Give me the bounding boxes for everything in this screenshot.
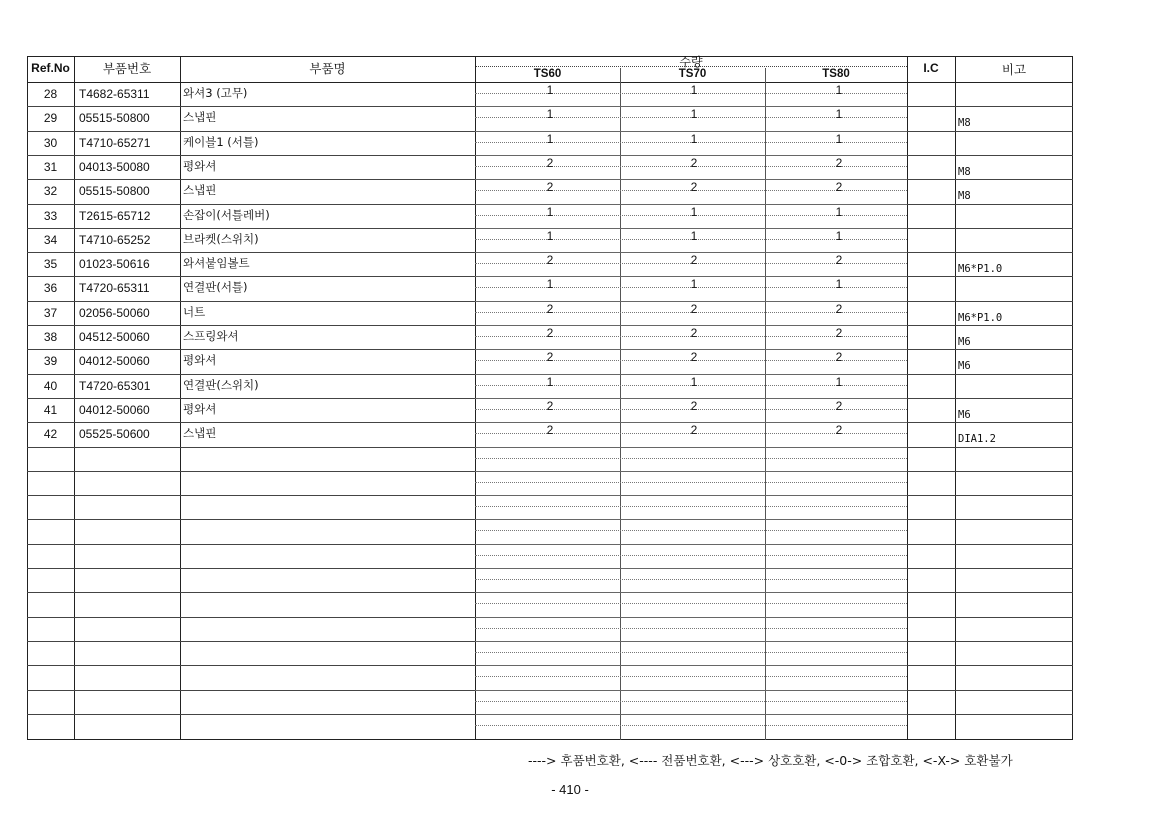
row-part-number: 05515-50800 bbox=[79, 184, 150, 199]
row-ref: 41 bbox=[43, 402, 58, 417]
row-part-name: 스냅핀 bbox=[183, 110, 217, 125]
row-divider bbox=[27, 179, 475, 180]
row-divider bbox=[907, 252, 1073, 253]
row-quantity: 1 bbox=[835, 131, 843, 146]
row-divider bbox=[27, 301, 475, 302]
row-divider bbox=[907, 690, 1073, 691]
row-quantity: 2 bbox=[690, 253, 698, 268]
row-divider bbox=[475, 506, 907, 507]
row-part-number: 05525-50600 bbox=[79, 427, 150, 442]
row-ref: 42 bbox=[43, 427, 58, 442]
row-divider bbox=[475, 617, 907, 618]
row-divider bbox=[907, 349, 1073, 350]
row-divider bbox=[27, 690, 475, 691]
row-divider bbox=[907, 179, 1073, 180]
column-divider bbox=[765, 68, 766, 740]
row-ref: 30 bbox=[43, 135, 58, 150]
row-ref: 40 bbox=[43, 378, 58, 393]
row-part-name: 너트 bbox=[183, 304, 206, 319]
row-ref: 34 bbox=[43, 232, 58, 247]
row-divider bbox=[475, 701, 907, 702]
parts-table bbox=[27, 56, 1073, 740]
row-quantity: 2 bbox=[835, 180, 843, 195]
row-quantity: 2 bbox=[690, 180, 698, 195]
row-divider bbox=[907, 495, 1073, 496]
compatibility-legend: ----> 후품번호환, <---- 전품번호환, <---> 상호호환, <-0-> 조합호환, <-X-> 호환불가 bbox=[528, 753, 1013, 768]
row-ref: 38 bbox=[43, 330, 58, 344]
row-remark: M6*P1.0 bbox=[958, 311, 1003, 324]
row-divider bbox=[27, 617, 475, 618]
row-part-number: T4710-65271 bbox=[79, 135, 151, 150]
row-quantity: 2 bbox=[546, 180, 554, 195]
row-divider bbox=[475, 676, 907, 677]
header-remarks: 비고 bbox=[1001, 62, 1027, 77]
row-quantity: 2 bbox=[546, 301, 554, 316]
row-divider bbox=[27, 106, 475, 107]
row-quantity: 2 bbox=[546, 350, 554, 365]
header-part-number: 부품번호 bbox=[102, 61, 152, 76]
row-quantity: 2 bbox=[690, 350, 698, 365]
row-ref: 32 bbox=[43, 184, 58, 199]
row-divider bbox=[475, 592, 907, 593]
row-part-number: T2615-65712 bbox=[79, 208, 151, 223]
row-quantity: 2 bbox=[690, 301, 698, 316]
row-divider bbox=[907, 131, 1073, 132]
row-divider bbox=[475, 568, 907, 569]
header-refno: Ref.No bbox=[31, 61, 70, 75]
row-divider bbox=[475, 530, 907, 531]
row-part-number: T4720-65301 bbox=[79, 378, 151, 393]
row-divider bbox=[907, 592, 1073, 593]
row-divider bbox=[907, 544, 1073, 545]
row-divider bbox=[475, 495, 907, 496]
row-quantity: 2 bbox=[835, 326, 843, 340]
row-quantity: 2 bbox=[835, 423, 843, 438]
row-divider bbox=[907, 422, 1073, 423]
row-quantity: 1 bbox=[546, 374, 554, 389]
row-part-number: 02056-50060 bbox=[79, 305, 150, 320]
row-quantity: 2 bbox=[835, 253, 843, 268]
row-quantity: 2 bbox=[546, 155, 554, 170]
row-divider bbox=[27, 252, 475, 253]
row-divider bbox=[475, 690, 907, 691]
row-part-name: 케이블1 (서틀) bbox=[183, 134, 259, 149]
column-divider bbox=[620, 68, 621, 740]
row-divider bbox=[27, 131, 475, 132]
row-divider bbox=[27, 325, 475, 326]
row-divider bbox=[475, 652, 907, 653]
row-divider bbox=[27, 544, 475, 545]
row-quantity: 1 bbox=[546, 228, 554, 243]
row-divider bbox=[475, 603, 907, 604]
row-quantity: 1 bbox=[835, 228, 843, 243]
row-divider bbox=[475, 555, 907, 556]
row-divider bbox=[27, 495, 475, 496]
row-quantity: 2 bbox=[835, 350, 843, 365]
row-quantity: 1 bbox=[835, 374, 843, 389]
row-divider bbox=[475, 628, 907, 629]
row-quantity: 1 bbox=[546, 204, 554, 219]
row-divider bbox=[475, 447, 907, 448]
row-part-number: 04012-50060 bbox=[79, 354, 150, 369]
row-part-name: 와셔3 (고무) bbox=[183, 86, 248, 100]
row-divider bbox=[475, 482, 907, 483]
row-divider bbox=[907, 325, 1073, 326]
row-divider bbox=[907, 519, 1073, 520]
row-divider bbox=[907, 641, 1073, 642]
row-ref: 28 bbox=[43, 87, 58, 101]
row-divider bbox=[27, 228, 475, 229]
row-divider bbox=[907, 714, 1073, 715]
row-divider bbox=[475, 714, 907, 715]
row-divider bbox=[907, 398, 1073, 399]
row-quantity: 1 bbox=[690, 374, 698, 389]
row-divider bbox=[27, 641, 475, 642]
row-quantity: 1 bbox=[546, 107, 554, 122]
row-part-name: 연결판(스위치) bbox=[183, 377, 259, 392]
row-ref: 37 bbox=[43, 305, 58, 320]
row-quantity: 1 bbox=[546, 131, 554, 146]
row-divider bbox=[907, 447, 1073, 448]
row-divider bbox=[27, 398, 475, 399]
row-quantity: 2 bbox=[690, 326, 698, 340]
row-part-number: 05515-50800 bbox=[79, 111, 150, 126]
row-part-name: 와셔붙임볼트 bbox=[183, 256, 250, 271]
row-quantity: 2 bbox=[690, 423, 698, 438]
row-divider bbox=[907, 276, 1073, 277]
row-ref: 36 bbox=[43, 281, 58, 296]
row-part-name: 평와셔 bbox=[183, 401, 217, 416]
row-ref: 33 bbox=[43, 208, 58, 223]
header-model-1: TS70 bbox=[678, 68, 707, 80]
row-quantity: 2 bbox=[546, 398, 554, 413]
row-quantity: 1 bbox=[546, 83, 554, 97]
row-quantity: 2 bbox=[690, 155, 698, 170]
row-part-name: 평와셔 bbox=[183, 353, 217, 368]
row-quantity: 1 bbox=[690, 204, 698, 219]
row-quantity: 1 bbox=[690, 131, 698, 146]
row-quantity: 2 bbox=[690, 398, 698, 413]
row-divider bbox=[27, 204, 475, 205]
row-quantity: 1 bbox=[546, 277, 554, 292]
row-divider bbox=[907, 665, 1073, 666]
header-part-name: 부품명 bbox=[309, 61, 346, 76]
row-divider bbox=[475, 519, 907, 520]
row-divider bbox=[475, 579, 907, 580]
row-divider bbox=[27, 714, 475, 715]
row-divider bbox=[475, 665, 907, 666]
row-divider bbox=[27, 374, 475, 375]
row-remark: M6 bbox=[958, 360, 971, 373]
row-divider bbox=[907, 301, 1073, 302]
row-divider bbox=[907, 228, 1073, 229]
row-part-name: 평와셔 bbox=[183, 158, 217, 173]
row-remark: M8 bbox=[958, 117, 971, 130]
row-part-name: 브라켓(스위치) bbox=[183, 231, 259, 246]
row-divider bbox=[907, 617, 1073, 618]
row-quantity: 1 bbox=[690, 228, 698, 243]
row-divider bbox=[27, 422, 475, 423]
row-part-name: 스냅핀 bbox=[183, 426, 217, 441]
row-quantity: 1 bbox=[835, 83, 843, 97]
row-ref: 31 bbox=[43, 159, 58, 174]
row-part-name: 연결판(서틀) bbox=[183, 280, 248, 295]
row-ref: 35 bbox=[43, 257, 58, 272]
row-quantity: 2 bbox=[546, 423, 554, 438]
row-divider bbox=[475, 458, 907, 459]
row-divider bbox=[27, 592, 475, 593]
row-part-number: 01023-50616 bbox=[79, 257, 150, 272]
row-divider bbox=[907, 568, 1073, 569]
row-quantity: 2 bbox=[835, 301, 843, 316]
row-divider bbox=[475, 471, 907, 472]
row-part-number: 04512-50060 bbox=[79, 330, 150, 344]
row-divider bbox=[907, 471, 1073, 472]
row-remark: M8 bbox=[958, 165, 971, 178]
header-quantity: 수량 bbox=[679, 55, 703, 69]
row-part-number: 04012-50060 bbox=[79, 402, 150, 417]
row-quantity: 1 bbox=[835, 277, 843, 292]
row-divider bbox=[907, 204, 1073, 205]
row-quantity: 2 bbox=[835, 155, 843, 170]
row-ref: 39 bbox=[43, 354, 58, 369]
row-divider bbox=[27, 276, 475, 277]
row-remark: M6 bbox=[958, 408, 971, 421]
row-quantity: 2 bbox=[835, 398, 843, 413]
row-divider bbox=[475, 544, 907, 545]
row-part-number: T4710-65252 bbox=[79, 232, 151, 247]
row-remark: DIA1.2 bbox=[958, 433, 996, 446]
row-remark: M8 bbox=[958, 190, 971, 203]
row-quantity: 2 bbox=[546, 326, 554, 340]
row-quantity: 1 bbox=[690, 83, 698, 97]
row-quantity: 1 bbox=[690, 277, 698, 292]
row-divider bbox=[907, 106, 1073, 107]
row-part-name: 손잡이(서틀레버) bbox=[183, 207, 270, 222]
row-remark: M6*P1.0 bbox=[958, 263, 1003, 276]
header-model-0: TS60 bbox=[533, 68, 562, 80]
row-ref: 29 bbox=[43, 111, 58, 126]
row-divider bbox=[27, 665, 475, 666]
row-quantity: 1 bbox=[835, 107, 843, 122]
row-part-name: 스냅핀 bbox=[183, 183, 217, 198]
row-divider bbox=[907, 374, 1073, 375]
row-divider bbox=[475, 641, 907, 642]
row-divider bbox=[27, 349, 475, 350]
row-quantity: 1 bbox=[835, 204, 843, 219]
row-divider bbox=[27, 155, 475, 156]
header-ic: I.C bbox=[923, 61, 939, 75]
row-quantity: 1 bbox=[690, 107, 698, 122]
row-part-number: T4682-65311 bbox=[79, 87, 150, 101]
row-divider bbox=[27, 471, 475, 472]
row-divider bbox=[27, 519, 475, 520]
row-divider bbox=[27, 568, 475, 569]
row-part-number: 04013-50080 bbox=[79, 159, 150, 174]
row-quantity: 2 bbox=[546, 253, 554, 268]
row-divider bbox=[27, 447, 475, 448]
row-divider bbox=[475, 725, 907, 726]
row-part-number: T4720-65311 bbox=[79, 281, 150, 296]
header-model-2: TS80 bbox=[822, 68, 850, 80]
page-number: - 410 - bbox=[551, 782, 589, 797]
row-remark: M6 bbox=[958, 336, 971, 348]
row-part-name: 스프링와셔 bbox=[183, 329, 239, 343]
row-divider bbox=[907, 155, 1073, 156]
